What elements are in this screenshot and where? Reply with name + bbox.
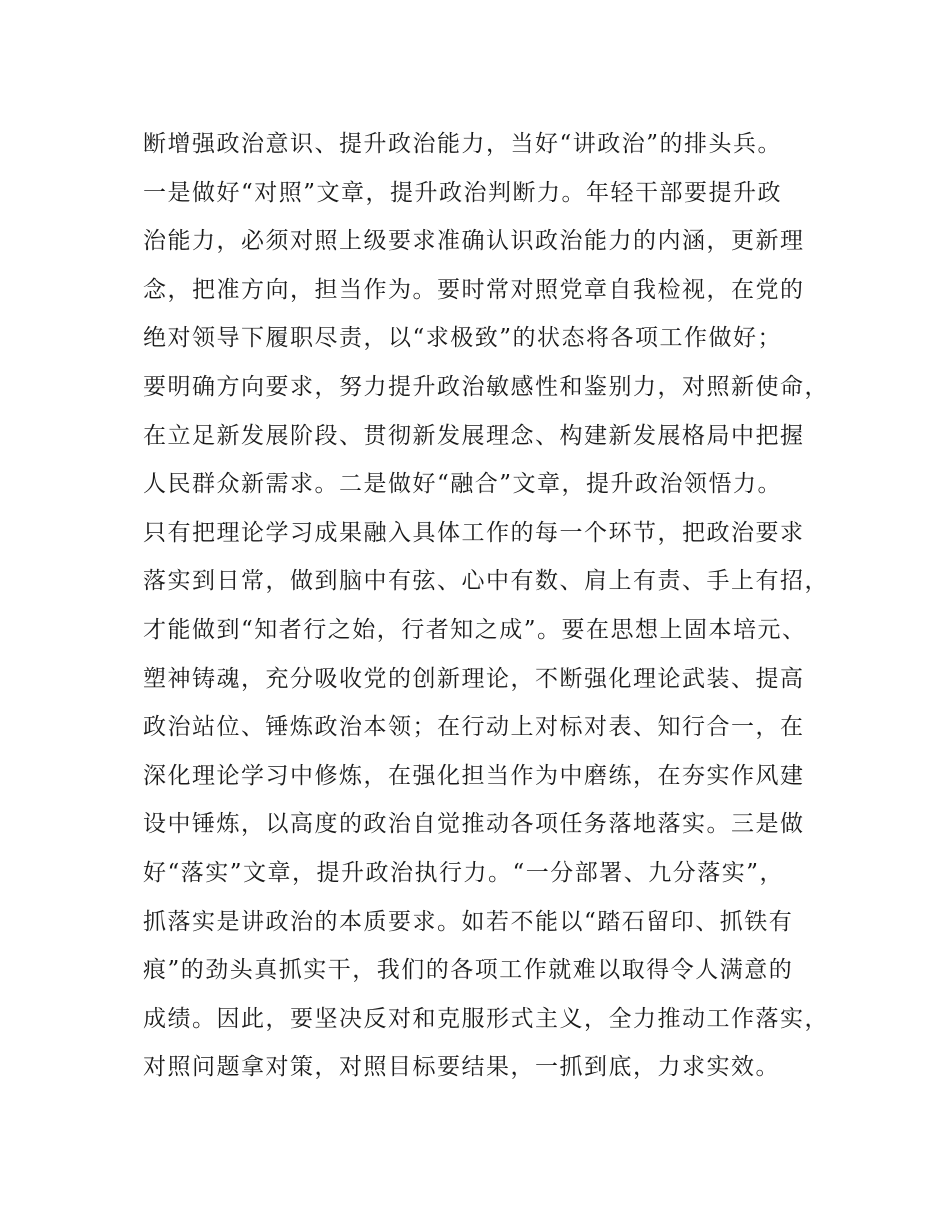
text-line: 痕”的劲头真抓实干，我们的各项工作就难以取得令人满意的: [143, 957, 794, 984]
text-line: 治能力，必须对照上级要求准确认识政治能力的内涵，更新理: [143, 228, 805, 255]
text-line: 深化理论学习中修炼，在强化担当作为中磨练，在夯实作风建: [143, 762, 805, 789]
text-line: 好“落实”文章，提升政治执行力。“一分部署、九分落实”，: [143, 859, 785, 886]
text-line: 要明确方向要求，努力提升政治敏感性和鉴别力，对照新使命，: [143, 373, 829, 400]
text-line: 绝对领导下履职尽责，以“求极致”的状态将各项工作做好；: [143, 325, 783, 352]
text-line: 在立足新发展阶段、贯彻新发展理念、构建新发展格局中把握: [143, 422, 805, 449]
text-line: 抓落实是讲政治的本质要求。如若不能以“踏石留印、抓铁有: [143, 908, 794, 935]
body-text: [143, 120, 833, 1092]
text-line: 成绩。因此，要坚决反对和克服形式主义，全力推动工作落实，: [143, 1005, 829, 1032]
text-line: 政治站位、锤炼政治本领；在行动上对标对表、知行合一，在: [143, 714, 805, 741]
text-line: 塑神铸魂，充分吸收党的创新理论，不断强化理论武装、提高: [143, 665, 805, 692]
text-line: 一是做好“对照”文章，提升政治判断力。年轻干部要提升政: [143, 179, 783, 206]
text-line: 只有把理论学习成果融入具体工作的每一个环节，把政治要求: [143, 519, 805, 546]
text-line: 人民群众新需求。二是做好“融合”文章，提升政治领悟力。: [143, 471, 783, 498]
text-line: 落实到日常，做到脑中有弦、心中有数、肩上有责、手上有招，: [143, 568, 829, 595]
text-line: 对照问题拿对策，对照目标要结果，一抓到底，力求实效。: [143, 1054, 780, 1081]
text-line: 才能做到“知者行之始，行者知之成”。要在思想上固本培元、: [143, 616, 807, 643]
text-line: 念，把准方向，担当作为。要时常对照党章自我检视，在党的: [143, 276, 805, 303]
text-line: 设中锤炼，以高度的政治自觉推动各项任务落地落实。三是做: [143, 811, 805, 838]
text-line: 断增强政治意识、提升政治能力，当好“讲政治”的排头兵。: [143, 131, 783, 157]
